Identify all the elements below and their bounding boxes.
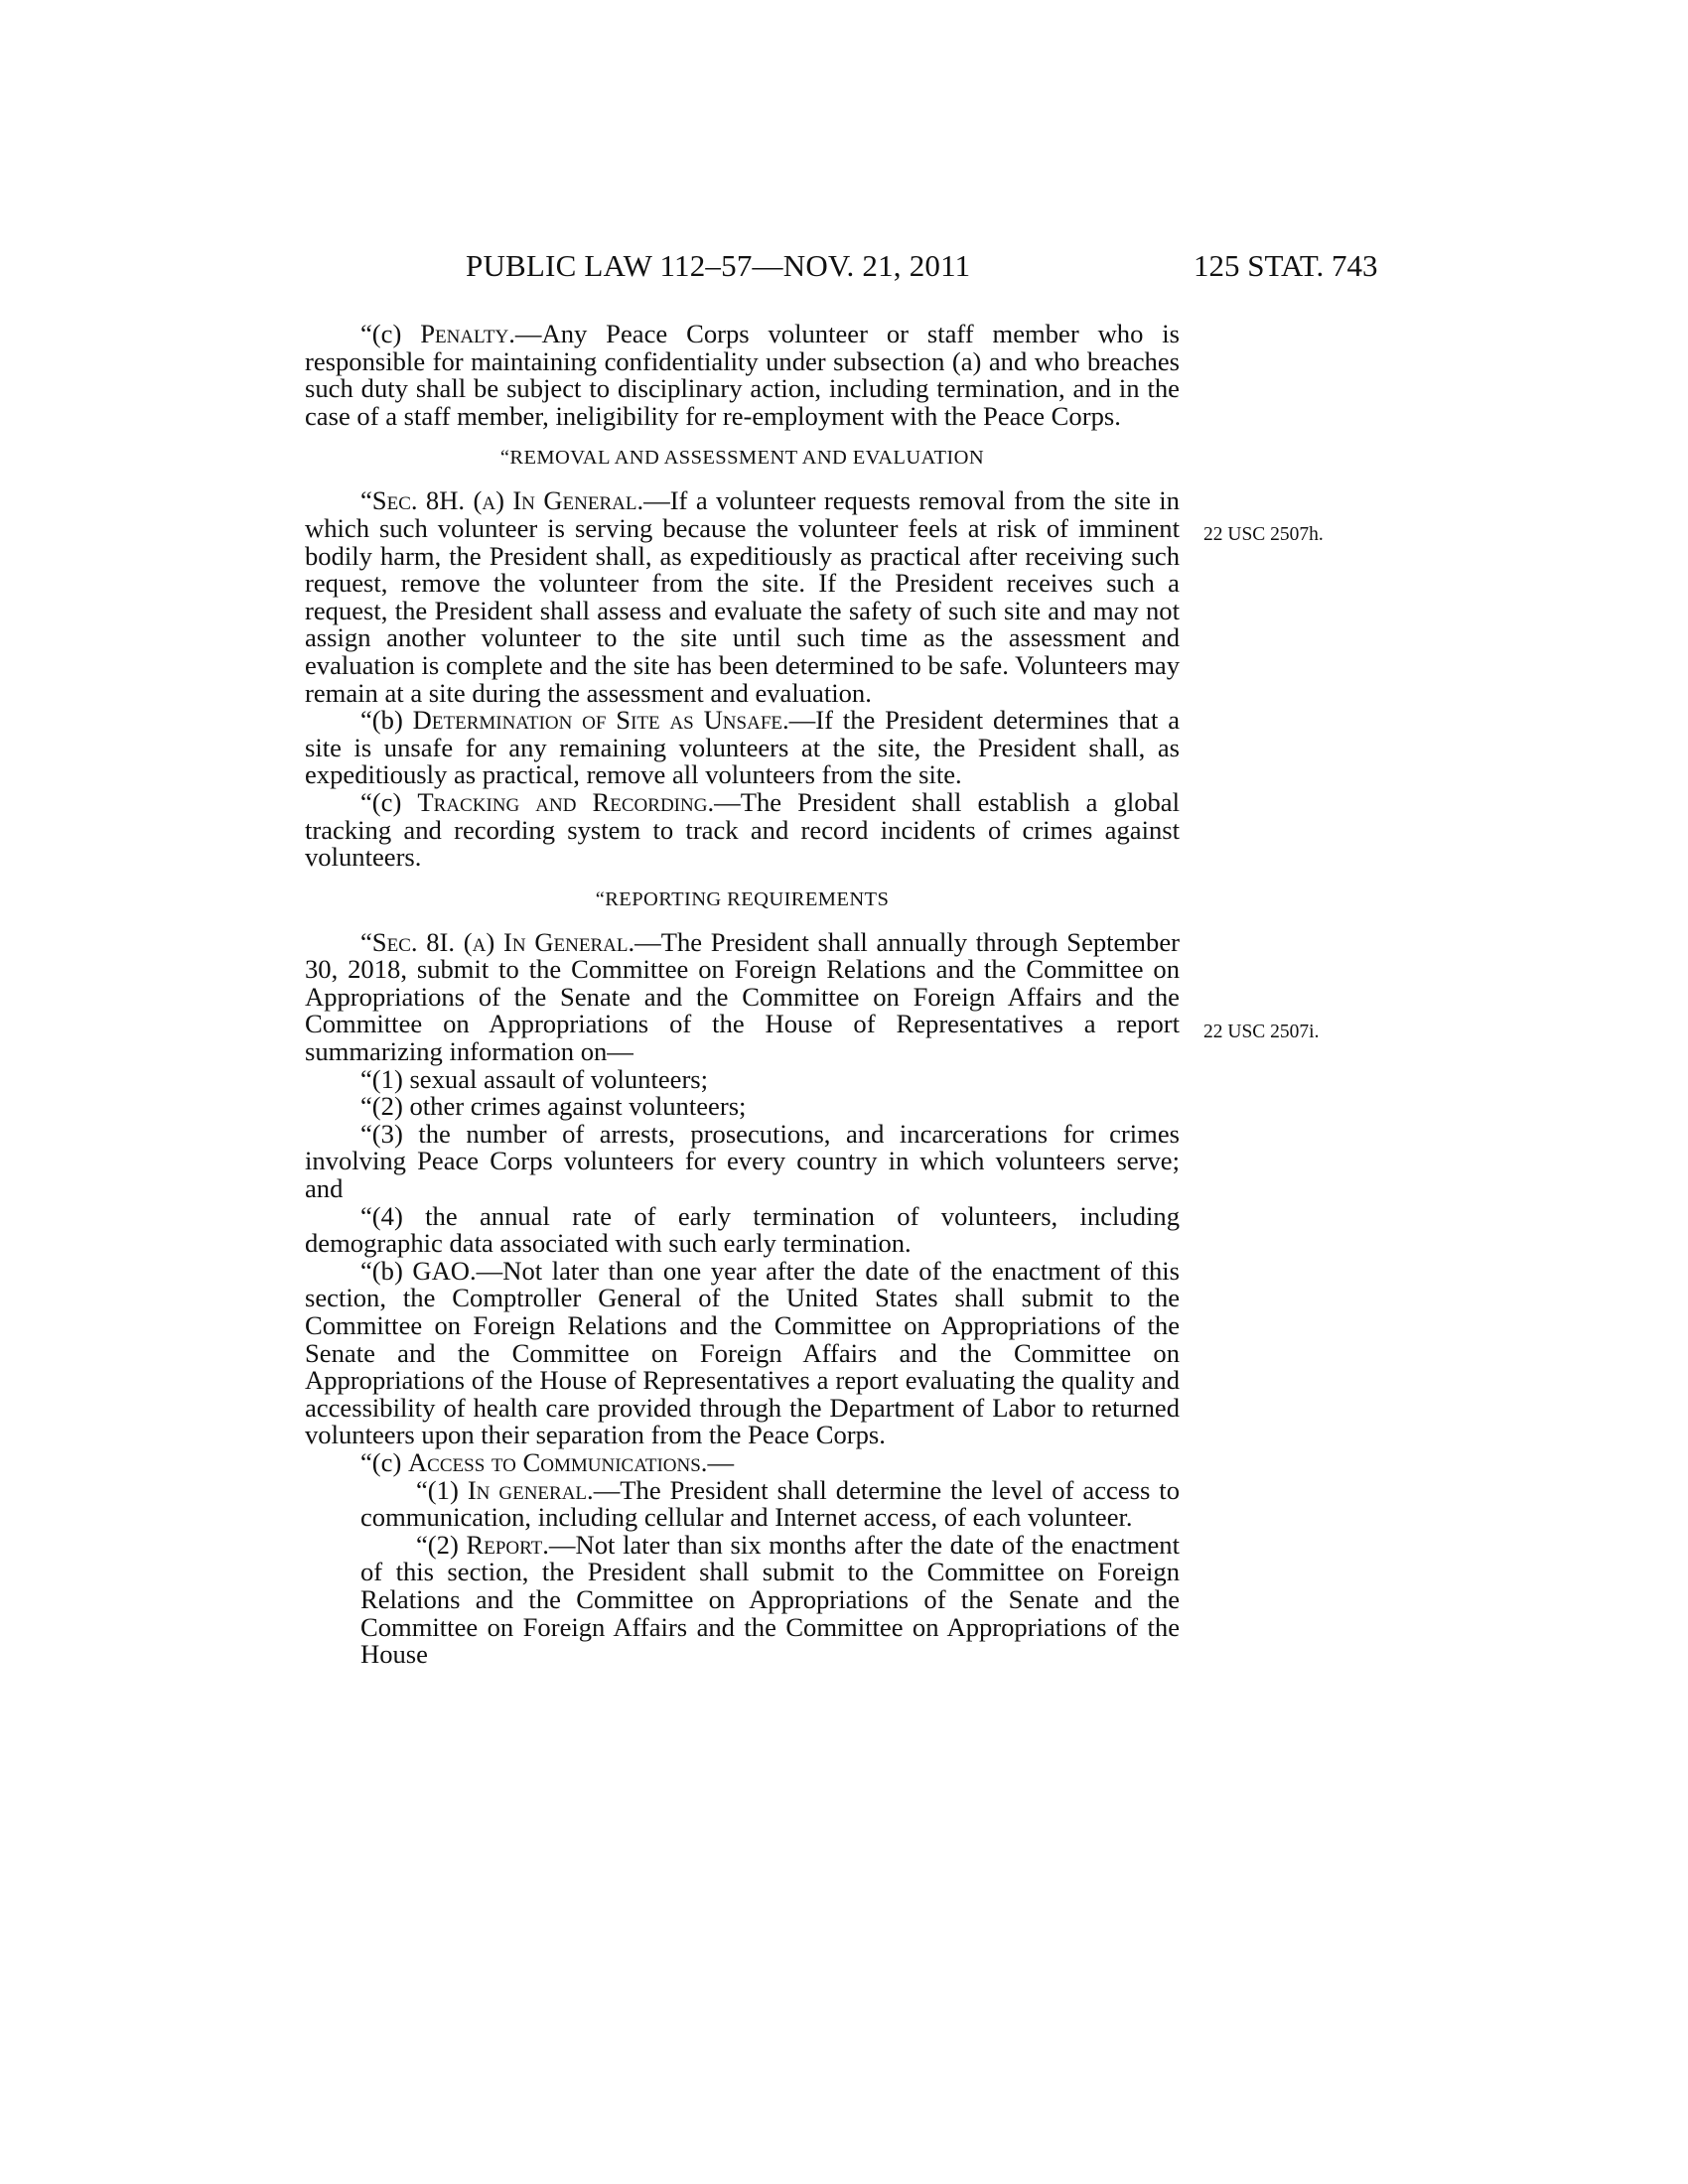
running-header-title: PUBLIC LAW 112–57—NOV. 21, 2011 [466, 248, 971, 283]
list-item: “(2) other crimes against volunteers; [360, 1091, 747, 1122]
margin-note-sec-8h: 22 USC 2507h. [1203, 524, 1324, 545]
paragraph-sec-8h-a [305, 487, 1180, 707]
paragraph-sec-8i-c [305, 1446, 1180, 1477]
paragraph-lead: “(b) [360, 1255, 413, 1286]
paragraph-text: .—The President shall determine the level of access to communication, including cellular and Internet access, of each volunteer. [360, 1474, 1180, 1533]
paragraph-sec-8i-a [305, 926, 1181, 1067]
paragraph-text: .—The President shall establish a global tracking and recording system to track and record incidents of crimes against volunteers. [305, 786, 1181, 873]
paragraph-heading: Tracking and Recording [417, 786, 708, 817]
section-8i-title: “REPORTING REQUIREMENTS [595, 887, 890, 910]
paragraph-text: .—Any Peace Corps volunteer or staff member who is responsible for maintaining confidentiality under subsection (a) and who breaches such duty shall be subject to disciplinary action, including termination, and in the case of a staff member, ineligibility for re-employment with the Peace Corps. [305, 319, 1180, 431]
paragraph-lead: “(c) [360, 319, 421, 348]
paragraph-text: .—The President shall annually through September 30, 2018, submit to the Committee on Foreign Relations and the Committee on Appropriations of the Senate and the Committee on Foreign Affairs and the Committee on Appropriations of the House of Representatives a report summarizing information on— [305, 926, 1181, 1067]
statute-page-reference: 125 STAT. 743 [1194, 248, 1378, 283]
paragraph-heading: Report [466, 1529, 543, 1560]
paragraph-lead: “(c) [360, 786, 418, 817]
paragraph-heading: Penalty [420, 319, 509, 348]
paragraph-text: .—Not later than six months after the date of the enactment of this section, the President shall submit to the Committee on Foreign Relations and the Committee on Appropriations of the Senate and the Committee on Foreign Affairs and the Committee on Appropriations of the House [360, 1529, 1180, 1670]
paragraph-sec-8i-b [305, 1255, 1180, 1450]
paragraph-heading: In General [503, 926, 629, 957]
paragraph-lead: “(b) [360, 705, 413, 736]
paragraph-heading: In General [512, 485, 637, 516]
paragraph-heading: GAO [412, 1255, 470, 1286]
paragraph-lead: “(1) [416, 1474, 468, 1505]
paragraph-sec-8h-b [305, 707, 1180, 789]
list-item: “(3) the number of arrests, prosecutions, and incarcerations for crimes involving Peace Corps volunteers for every country in which volunteers serve; and [305, 1118, 1180, 1204]
paragraph-penalty [305, 321, 1180, 430]
paragraph-text: .—Not later than one year after the date of the enactment of this section, the Comptroller General of the United States shall submit to the Committee on Foreign Relations and the Committee on Appropriations of the Senate and the Committee on Foreign Affairs and the Committee on Appropriations of the House of Representatives a report evaluating the quality and accessibility of health care provided through the Department of Labor to returned volunteers upon their separation from the Peace Corps. [305, 1255, 1180, 1450]
paragraph-sec-8i-c1 [360, 1474, 1180, 1533]
paragraph-text: .— [700, 1446, 735, 1477]
paragraph-heading: In general [467, 1474, 588, 1505]
paragraph-text: .—If a volunteer requests removal from the site in which such volunteer is serving because the volunteer feels at risk of imminent bodily harm, the President shall, as expeditiously as practical after receiving such request, remove the volunteer from the site. If the President receives such a request, the President shall assess and evaluate the safety of such site and may not assign another volunteer to the site until such time as the assessment and evaluation is complete and the site has been determined to be safe. Volunteers may remain at a site during the assessment and evaluation. [305, 485, 1180, 708]
paragraph-lead: “(2) [416, 1529, 467, 1560]
paragraph-text: .—If the President determines that a site is unsafe for any remaining volunteers at the site, the President shall, as expeditiously as practical, remove all volunteers from the site. [305, 705, 1181, 790]
paragraph-heading: Access to Communications [407, 1446, 701, 1477]
paragraph-lead: “Sec. 8H. (a) [360, 485, 513, 516]
section-8h-title: “REMOVAL AND ASSESSMENT AND EVALUATION [499, 447, 985, 470]
margin-note-sec-8i: 22 USC 2507i. [1203, 1022, 1320, 1042]
list-item: “(1) sexual assault of volunteers; [360, 1063, 709, 1094]
paragraph-lead: “(c) [360, 1446, 408, 1477]
list-item: “(4) the annual rate of early termination of volunteers, including demographic data associated with such early termination. [305, 1200, 1180, 1259]
paragraph-sec-8i-c2 [360, 1529, 1180, 1670]
paragraph-heading: Determination of Site as Unsafe [412, 705, 782, 736]
paragraph-lead: “Sec. 8I. (a) [360, 926, 503, 957]
paragraph-sec-8h-c [305, 786, 1181, 873]
statute-body [305, 321, 1180, 1669]
